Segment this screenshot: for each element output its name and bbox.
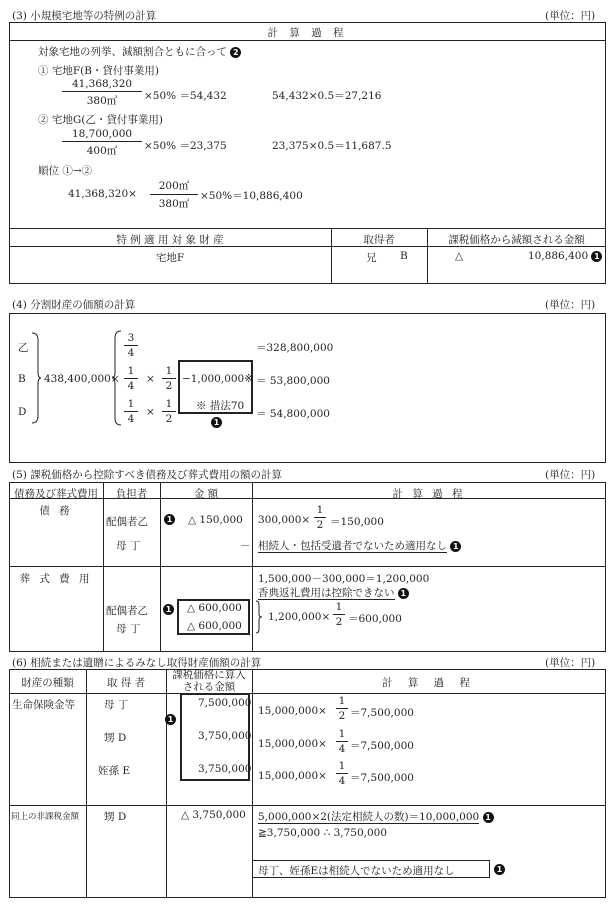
s6-p3: 姪孫 E	[98, 765, 131, 777]
s3-item2-right: 23,375×0.5＝11,687.5	[272, 140, 392, 152]
score-badge: 1	[450, 541, 461, 552]
s3-item2-fraction: 18,700,000 400㎡	[62, 128, 142, 158]
s5-fun: 葬 式 費 用	[19, 573, 93, 585]
s6-ex-a: △ 3,750,000	[181, 809, 246, 821]
s6-a2: 3,750,000	[198, 730, 252, 742]
s4-r1: ＝328,800,000	[256, 342, 334, 354]
score-badge: 1	[483, 812, 494, 823]
score-badge: 1	[494, 864, 505, 875]
s5-debt-badge	[164, 513, 175, 525]
s4-base: 438,400,000×	[44, 373, 120, 385]
s5-fun-c3-l: 1,200,000×	[268, 611, 331, 623]
s3-col-property: 特 例 適 用 対 象 財 産	[116, 234, 224, 246]
s5-debt-calc-r: ＝150,000	[330, 516, 384, 528]
s4-f3: 1 4	[124, 398, 138, 425]
s5-debt-a1: △ 150,000	[188, 514, 243, 526]
s3-order: 順位 ①→②	[38, 165, 93, 177]
s5-debt-frac: 1 2	[314, 504, 326, 531]
s6-ex-c2: ≧3,750,000 ∴ 3,750,000	[258, 827, 388, 839]
s6-exempt: 同上の非課税金額	[11, 812, 80, 822]
s5-debt-p2: 母 丁	[116, 540, 141, 552]
s5-debt-a2: －	[240, 540, 251, 552]
s3-item1-fraction: 41,368,320 380㎡	[62, 78, 142, 108]
s6-a1: 7,500,000	[198, 697, 252, 709]
s3-intro: 対象宅地の列挙、減額割合ともに合って 2	[38, 44, 241, 59]
s5-h4: 計 算 過 程	[392, 488, 466, 500]
s6-c3-frac: 1 4	[336, 760, 348, 787]
s4-name-otsu: 乙	[18, 342, 29, 354]
s5-fun-c2: 香典返礼費用は控除できない 1	[258, 585, 409, 600]
s6-ex-c1: 5,000,000×2(法定相続人の数)＝10,000,000 1	[258, 809, 494, 824]
s5-debt-note: 相続人・包括受遺者でないため適用なし 1	[258, 538, 461, 553]
score-badge: 1	[591, 251, 602, 262]
s6-unit: (単位：円)	[545, 657, 596, 669]
s5-h1: 債務及び葬式費用	[14, 488, 98, 500]
s5-fun-a1: △ 600,000	[187, 602, 242, 614]
s4-times1: ×	[146, 373, 155, 385]
s6-h2: 取 得 者	[106, 677, 146, 689]
s4-brace-left	[30, 332, 42, 424]
s3-item2-mid: ×50% ＝23,375	[144, 140, 227, 152]
s3-header: 計 算 過 程	[267, 27, 348, 39]
s6-p2: 甥 D	[104, 732, 127, 744]
s5-h3: 金 額	[193, 488, 219, 500]
score-badge: 1	[165, 714, 176, 725]
s6-ins: 生命保険金等	[12, 699, 75, 711]
s3-final-left: 41,368,320×	[68, 188, 137, 200]
s5-fun-a2: △ 600,000	[187, 620, 242, 632]
s5-fun-frac: 1 2	[333, 601, 345, 628]
s4-unit: (単位：円)	[545, 299, 596, 311]
s6-badge	[165, 713, 176, 725]
s4-title: (4) 分割財産の価額の計算	[12, 299, 136, 311]
score-badge: 2	[230, 47, 241, 58]
s4-h2: 1 2	[162, 398, 176, 425]
s5-debt-calc-l: 300,000×	[258, 514, 311, 526]
s6-c1-l: 15,000,000×	[258, 705, 327, 717]
s4-deduct: −1,000,000※	[182, 373, 254, 385]
s6-ex-p: 甥 D	[104, 811, 127, 823]
s4-badge	[211, 416, 222, 428]
s4-name-d: D	[18, 406, 27, 418]
s5-debt-p1: 配偶者乙	[106, 516, 148, 528]
s6-c3-r: ＝7,500,000	[350, 772, 414, 784]
score-badge: 1	[163, 604, 174, 615]
s5-fun-p2: 母 丁	[116, 623, 141, 635]
s5-fun-brace	[255, 600, 263, 634]
s3-row-triangle: △	[455, 250, 464, 262]
s3-item1-label: ① 宅地F(B・貸付事業用)	[38, 65, 160, 77]
s3-item1-right: 54,432×0.5＝27,216	[272, 90, 382, 102]
s4-r2: ＝ 53,800,000	[256, 375, 330, 387]
score-badge: 1	[164, 514, 175, 525]
s5-h2: 負担者	[115, 488, 148, 500]
s4-brace-right	[112, 330, 122, 426]
s4-h1: 1 2	[162, 365, 176, 392]
s4-times2: ×	[146, 406, 155, 418]
s5-unit: (単位：円)	[545, 469, 596, 481]
s3-item2-label: ② 宅地G(乙・貸付事業用)	[38, 114, 163, 126]
s6-c1-r: ＝7,500,000	[350, 707, 414, 719]
s3-col-reduction: 課税価格から減額される金額	[448, 234, 585, 246]
s6-title: (6) 相続または遺贈によるみなし取得財産価額の計算	[12, 657, 262, 669]
s6-h1: 財産の種類	[21, 677, 74, 689]
s3-final-fraction: 200㎡ 380㎡	[150, 178, 198, 211]
s3-final-right: ×50%＝10,886,400	[200, 190, 303, 202]
s3-row-amount: 10,886,400 1	[528, 250, 602, 262]
s3-col-acquirer: 取得者	[363, 234, 395, 246]
s3-row-acquirer-b: B	[400, 250, 408, 262]
s3-row-property: 宅地F	[155, 252, 185, 264]
s6-a3: 3,750,000	[198, 763, 252, 775]
s6-ex-c3-badge	[494, 863, 505, 875]
s5-fun-p1: 配偶者乙	[106, 605, 148, 617]
score-badge: 1	[211, 417, 222, 428]
s3-item1-mid: ×50% ＝54,432	[144, 90, 227, 102]
s5-fun-badge	[163, 603, 174, 615]
s4-note: ※ 措法70	[196, 400, 245, 412]
s6-h4: 計 算 過 程	[381, 677, 476, 689]
s3-title: (3) 小規模宅地等の特例の計算	[12, 10, 157, 22]
s6-h3: 課税価格に算入 される金額	[172, 669, 246, 693]
s6-c2-r: ＝7,500,000	[350, 740, 414, 752]
score-badge: 1	[398, 588, 409, 599]
s6-c3-l: 15,000,000×	[258, 770, 327, 782]
s6-c2-frac: 1 4	[336, 728, 348, 755]
s4-f2: 1 4	[124, 365, 138, 392]
s6-p1: 母 丁	[104, 699, 129, 711]
s6-c1-frac: 1 2	[336, 695, 348, 722]
s5-debt: 債 務	[39, 505, 73, 517]
s4-f1: 3 4	[124, 332, 138, 359]
s3-unit: (単位：円)	[545, 10, 596, 22]
s5-fun-c1: 1,500,000－300,000＝1,200,000	[258, 573, 430, 585]
s6-c2-l: 15,000,000×	[258, 738, 327, 750]
s4-name-b: B	[18, 373, 26, 385]
s6-ex-c3: 母丁、姪孫Eは相続人でないため適用なし	[258, 865, 455, 877]
s4-r3: ＝ 54,800,000	[256, 408, 330, 420]
s5-title: (5) 課税価格から控除すべき債務及び葬式費用の額の計算	[12, 469, 282, 481]
s3-row-acquirer-a: 兄	[366, 252, 377, 264]
s4-box	[9, 313, 606, 463]
s5-fun-c3-r: ＝600,000	[348, 613, 402, 625]
